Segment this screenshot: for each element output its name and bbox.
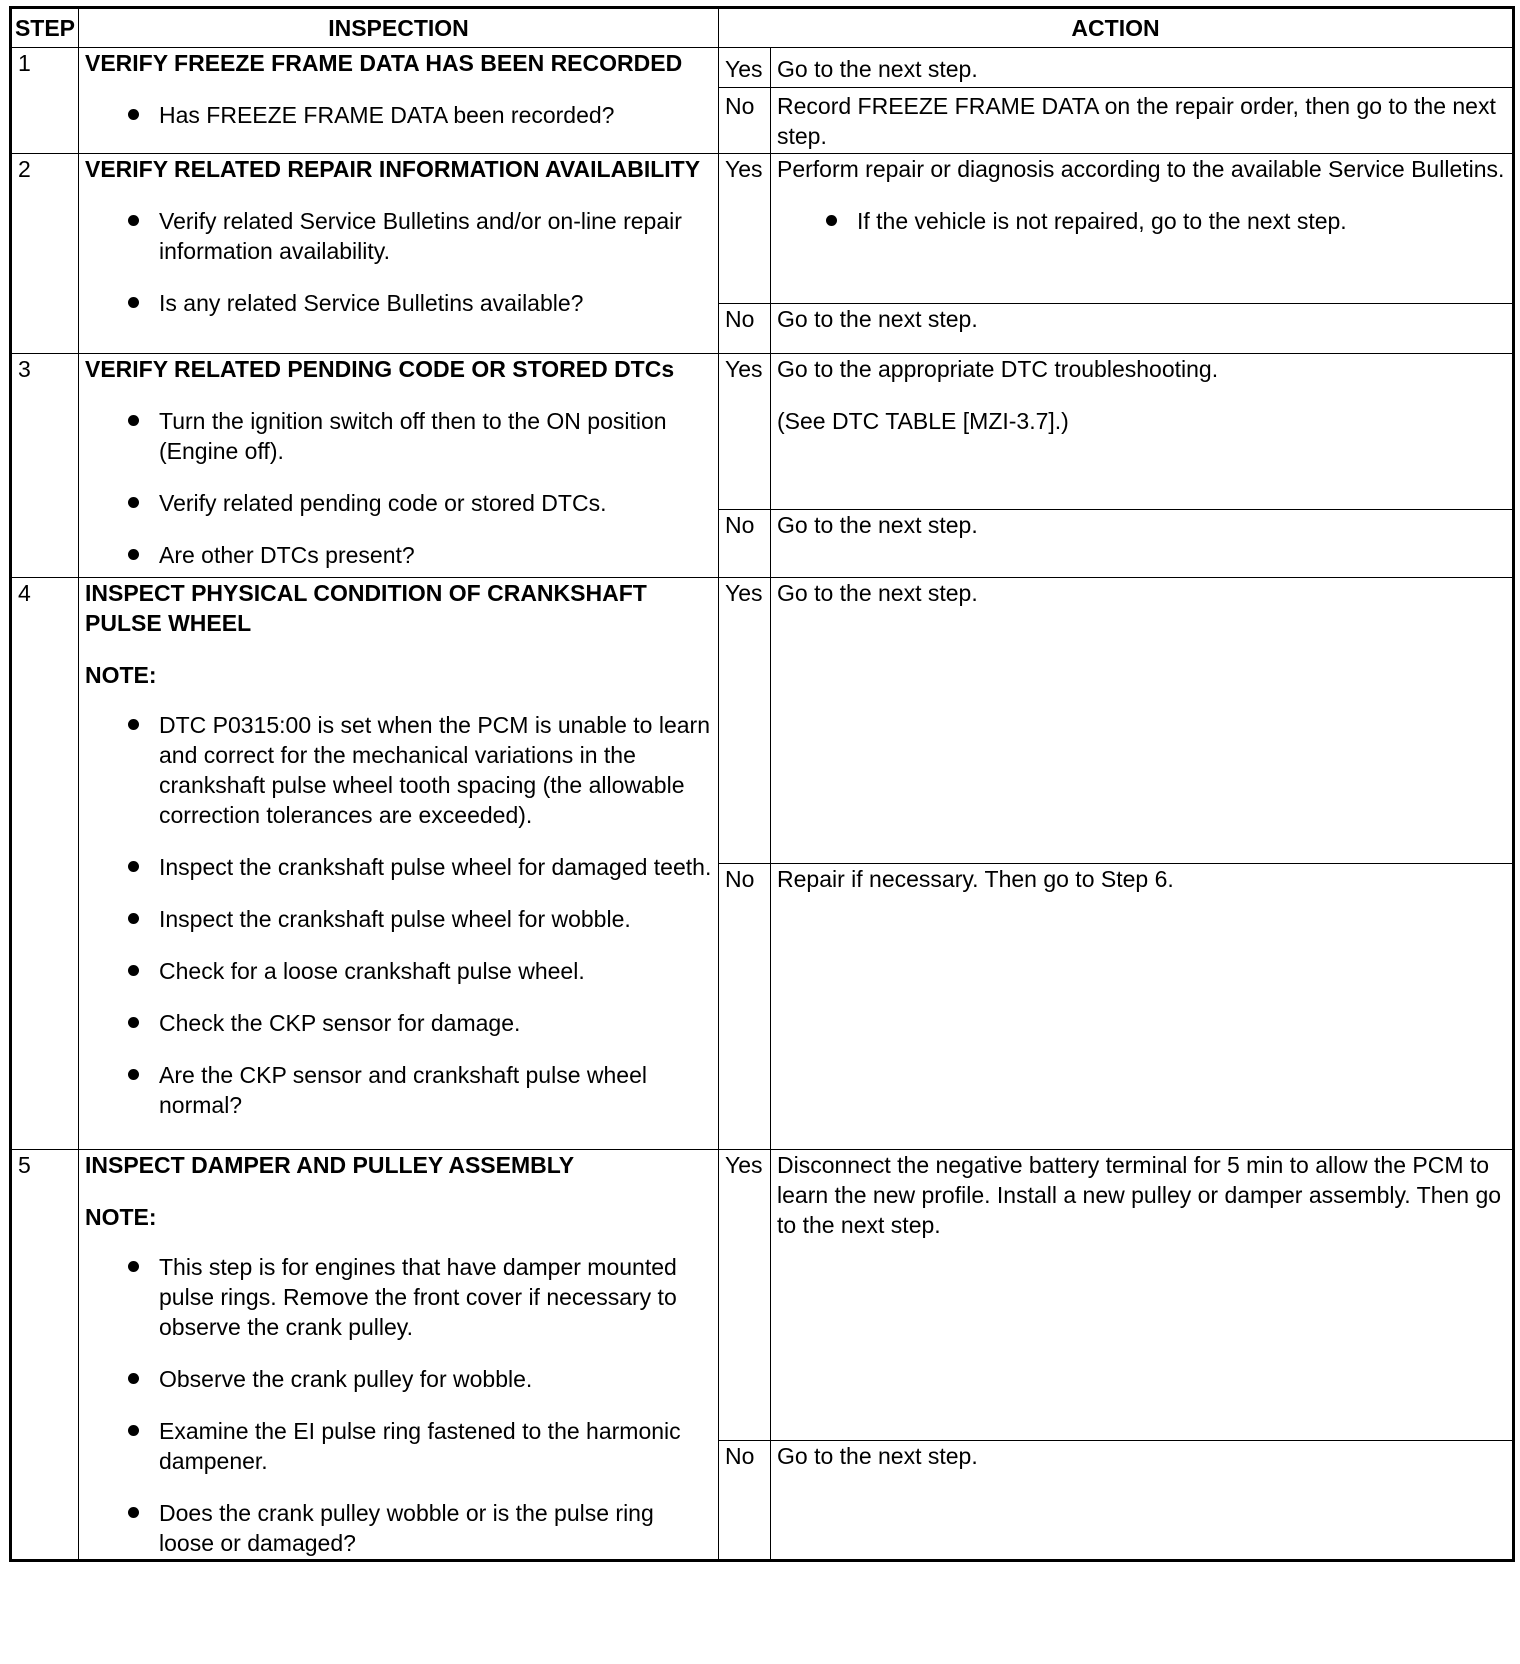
- yes-action-cell: [771, 354, 1514, 510]
- no-action: Repair if necessary. Then go to Step 6.: [771, 864, 1514, 1150]
- step-1-yes-row: [11, 48, 1514, 88]
- bullet-item: Has FREEZE FRAME DATA been recorded?: [159, 100, 712, 130]
- header-step: STEP: [11, 8, 79, 48]
- no-action: Go to the next step.: [771, 304, 1514, 354]
- bullet-item: DTC P0315:00 is set when the PCM is unable to learn and correct for the mechanical variations in the crankshaft pulse wheel tooth spacing (the allowable correction tolerances are exceeded).: [159, 712, 711, 828]
- step-number: 2: [11, 154, 79, 354]
- no-label: No: [719, 1441, 771, 1561]
- header-inspection: INSPECTION: [79, 8, 719, 48]
- step-inspection: [79, 354, 719, 578]
- yes-label: Yes: [719, 354, 771, 510]
- action-bullets: [777, 206, 1506, 236]
- bullet-item: Check the CKP sensor for damage.: [159, 1008, 712, 1038]
- yes-action: Go to the next step.: [771, 48, 1514, 88]
- yes-action: Disconnect the negative battery terminal for 5 min to allow the PCM to learn the new profile. Install a new pulley or damper assembly. Then go to the next step.: [771, 1150, 1514, 1441]
- step-inspection: [79, 578, 719, 1150]
- step-number: 4: [11, 578, 79, 1150]
- no-label: No: [719, 510, 771, 578]
- no-label: No: [719, 88, 771, 154]
- bullet-item: If the vehicle is not repaired, go to the next step.: [857, 206, 1506, 236]
- troubleshooting-table: [9, 6, 1515, 1562]
- note-label: NOTE:: [85, 662, 157, 688]
- bullet-item: Examine the EI pulse ring fastened to the harmonic dampener.: [159, 1416, 712, 1476]
- inspection-bullets: [85, 406, 712, 570]
- step-title: INSPECT PHYSICAL CONDITION OF CRANKSHAFT PULSE WHEEL: [85, 580, 647, 636]
- no-action: Go to the next step.: [771, 1441, 1514, 1561]
- step-inspection: [79, 154, 719, 354]
- step-title: VERIFY RELATED PENDING CODE OR STORED DTCs: [85, 356, 675, 382]
- no-label: No: [719, 304, 771, 354]
- step-5-yes-row: [11, 1150, 1514, 1441]
- bullet-item: Does the crank pulley wobble or is the pulse ring loose or damaged?: [159, 1498, 712, 1558]
- yes-action: Perform repair or diagnosis according to the available Service Bulletins.: [777, 156, 1505, 182]
- bullet-item: Check for a loose crankshaft pulse wheel.: [159, 956, 712, 986]
- step-2-yes-row: [11, 154, 1514, 304]
- step-number: 3: [11, 354, 79, 578]
- no-action: Go to the next step.: [771, 510, 1514, 578]
- note-label: NOTE:: [85, 1204, 157, 1230]
- inspection-bullets: [85, 206, 712, 318]
- inspection-bullets: [85, 100, 712, 130]
- bullet-item: Verify related pending code or stored DTCs.: [159, 488, 712, 518]
- yes-label: Yes: [719, 578, 771, 864]
- bullet-item: Turn the ignition switch off then to the ON position (Engine off).: [159, 406, 712, 466]
- step-number: 5: [11, 1150, 79, 1561]
- yes-label: Yes: [719, 1150, 771, 1441]
- bullet-item: Are the CKP sensor and crankshaft pulse wheel normal?: [159, 1060, 712, 1120]
- bullet-item: Inspect the crankshaft pulse wheel for wobble.: [159, 904, 712, 934]
- step-title: VERIFY FREEZE FRAME DATA HAS BEEN RECORDED: [85, 50, 683, 76]
- bullet-item: Is any related Service Bulletins available?: [159, 288, 712, 318]
- step-title: INSPECT DAMPER AND PULLEY ASSEMBLY: [85, 1152, 575, 1178]
- bullet-item: Inspect the crankshaft pulse wheel for damaged teeth.: [159, 854, 712, 880]
- bullet-item: Observe the crank pulley for wobble.: [159, 1364, 712, 1394]
- inspection-bullets: [85, 710, 712, 1120]
- step-inspection: [79, 1150, 719, 1561]
- step-number: 1: [11, 48, 79, 154]
- yes-action-cell: [771, 154, 1514, 304]
- no-action: Record FREEZE FRAME DATA on the repair order, then go to the next step.: [771, 88, 1514, 154]
- step-4-yes-row: [11, 578, 1514, 864]
- bullet-item: Verify related Service Bulletins and/or on-line repair information availability.: [159, 206, 712, 266]
- yes-action: Go to the appropriate DTC troubleshooting.: [777, 356, 1219, 382]
- yes-action-reference: (See DTC TABLE [MZI-3.7].): [777, 408, 1069, 434]
- yes-label: Yes: [719, 48, 771, 88]
- yes-label: Yes: [719, 154, 771, 304]
- step-3-yes-row: [11, 354, 1514, 510]
- yes-action: Go to the next step.: [771, 578, 1514, 864]
- bullet-item: This step is for engines that have damper mounted pulse rings. Remove the front cover if necessary to observe the crank pulley.: [159, 1252, 712, 1342]
- step-inspection: [79, 48, 719, 154]
- step-title: VERIFY RELATED REPAIR INFORMATION AVAILABILITY: [85, 156, 701, 182]
- bullet-item: Are other DTCs present?: [159, 540, 712, 570]
- inspection-bullets: [85, 1252, 712, 1558]
- header-row: [11, 8, 1514, 48]
- no-label: No: [719, 864, 771, 1150]
- header-action: ACTION: [719, 8, 1514, 48]
